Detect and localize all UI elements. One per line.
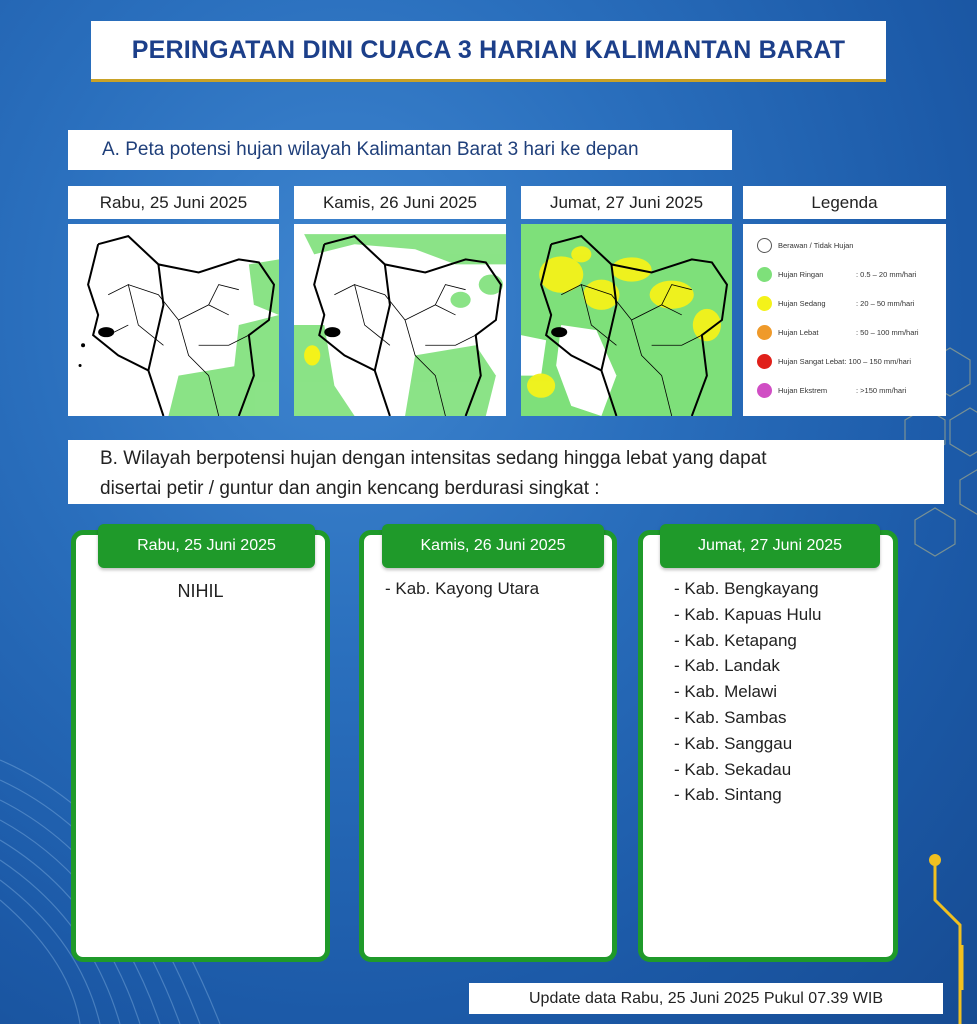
map-day-label: Kamis, 26 Juni 2025 (294, 186, 506, 219)
update-info: Update data Rabu, 25 Juni 2025 Pukul 07.39 WIB (469, 983, 943, 1014)
legend-item (757, 296, 914, 311)
legend-swatch (757, 296, 772, 311)
section-b-header (68, 440, 944, 504)
section-a-header (68, 130, 732, 170)
card-item: - Kab. Sintang (674, 785, 782, 805)
section-a-text: A. Peta potensi hujan wilayah Kalimantan Barat 3 hari ke depan (102, 139, 639, 160)
card-item-list (674, 576, 821, 808)
legend-item-name: Hujan Ringan (778, 270, 824, 279)
legend-item-range: : 50 – 100 mm/hari (856, 328, 919, 337)
legend-item-name: Hujan Sangat Lebat (778, 357, 845, 366)
section-b-line2: disertai petir / guntur dan angin kencang berdurasi singkat : (100, 478, 600, 499)
legend-item-range: : >150 mm/hari (856, 386, 907, 395)
legend-item (757, 238, 853, 253)
legend-swatch (757, 238, 772, 253)
card-item: - Kab. Bengkayang (674, 579, 819, 598)
legend (743, 224, 946, 416)
legend-swatch (757, 354, 772, 369)
card-item: - Kab. Kapuas Hulu (674, 604, 822, 624)
map-day-label: Rabu, 25 Juni 2025 (68, 186, 279, 219)
card-header: Jumat, 27 Juni 2025 (660, 524, 880, 568)
legend-item-name: Hujan Ekstrem (778, 386, 828, 395)
map-day-label: Jumat, 27 Juni 2025 (521, 186, 732, 219)
legend-item-name: Berawan / Tidak Hujan (778, 241, 854, 250)
rain-map-day2 (294, 224, 506, 416)
card-item: - Kab. Sanggau (674, 733, 793, 753)
card-header: Rabu, 25 Juni 2025 (98, 524, 315, 568)
legend-item (757, 267, 916, 282)
card-item: - Kab. Kayong Utara (385, 579, 540, 598)
legend-item-range: : 100 – 150 mm/hari (844, 357, 912, 366)
legend-title: Legenda (743, 186, 946, 219)
legend-swatch (757, 325, 772, 340)
title-banner (91, 21, 886, 79)
card-item: - Kab. Melawi (674, 682, 777, 702)
legend-item-range: : 0.5 – 20 mm/hari (856, 270, 917, 279)
legend-item-name: Hujan Lebat (778, 328, 819, 337)
legend-item-name: Hujan Sedang (778, 299, 826, 308)
section-b-line1: B. Wilayah berpotensi hujan dengan intensitas sedang hingga lebat yang dapat (100, 448, 767, 469)
legend-swatch (757, 267, 772, 282)
legend-item (757, 354, 911, 369)
card-item: - Kab. Ketapang (674, 630, 797, 650)
legend-item-range: : 20 – 50 mm/hari (856, 299, 915, 308)
legend-item (757, 383, 906, 398)
page-title: PERINGATAN DINI CUACA 3 HARIAN KALIMANTAN BARAT (131, 35, 846, 64)
rain-map-day3 (521, 224, 732, 416)
legend-swatch (757, 383, 772, 398)
legend-item (757, 325, 919, 340)
rain-map-day1 (68, 224, 279, 416)
card-header: Kamis, 26 Juni 2025 (382, 524, 604, 568)
card-item: - Kab. Sambas (674, 707, 787, 727)
card-item: NIHIL (177, 581, 224, 601)
card-item: - Kab. Landak (674, 656, 780, 676)
card-item: - Kab. Sekadau (674, 759, 792, 779)
